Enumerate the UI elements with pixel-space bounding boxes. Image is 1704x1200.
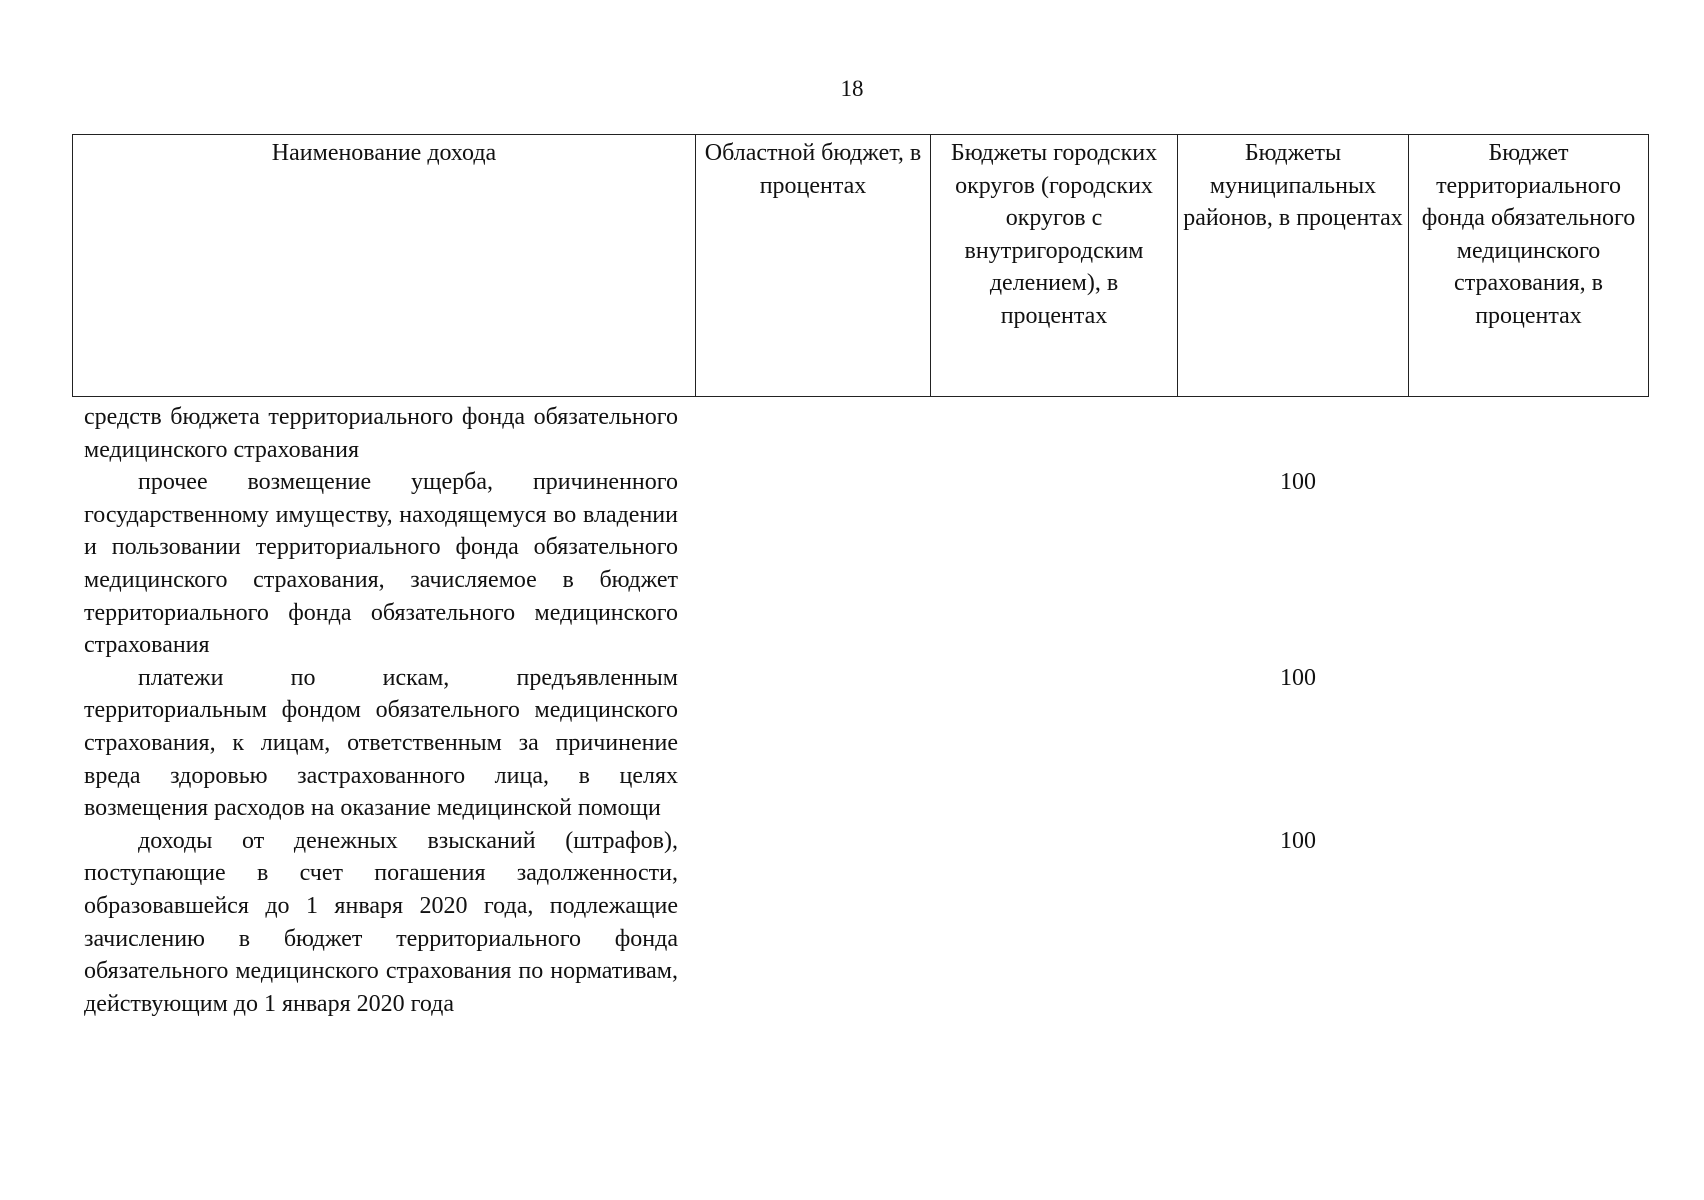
header-health-insurance-fund-budget: Бюджет территориального фонда обязательного медицинского страхования, в процентах [1409, 135, 1649, 397]
header-income-name: Наименование дохода [73, 135, 696, 397]
table-row [84, 825, 1316, 1021]
table-row [84, 401, 678, 466]
header-row [73, 135, 1649, 397]
table-row [84, 466, 1316, 662]
income-table-body [84, 401, 1316, 1020]
header-regional-budget: Областной бюджет, в процентах [696, 135, 931, 397]
page-number: 18 [840, 76, 864, 101]
insurance-fund-value: 100 [1280, 827, 1316, 854]
income-name: прочее возмещение ущерба, причиненного государственному имуществу, находящемуся во владении и пользовании территориального фонда обязательного медицинского страхования, зачисляемое в бюджет территориального фонда обязательного медицинского страхования [84, 469, 678, 659]
header-city-districts-budgets: Бюджеты городских округов (городских округов с внутригородским делением), в процентах [931, 135, 1178, 397]
income-name: средств бюджета территориального фонда обязательного медицинского страхования [84, 404, 678, 463]
header-municipal-districts-budgets: Бюджеты муниципальных районов, в процентах [1178, 135, 1409, 397]
income-name: платежи по искам, предъявленным территориальным фондом обязательного медицинского страхования, к лицам, ответственным за причинение вреда здоровью застрахованного лица, в целях возмещения расходов на оказание медицинской помощи [84, 664, 678, 822]
table-row [84, 662, 1316, 825]
income-table-header [72, 134, 1649, 397]
income-name: доходы от денежных взысканий (штрафов), поступающие в счет погашения задолженности, образовавшейся до 1 января 2020 года, подлежащие зачислению в бюджет территориального фонда обязательного медицинского страхования по нормативам, действующим до 1 января 2020 года [84, 827, 678, 1017]
insurance-fund-value: 100 [1280, 664, 1316, 691]
insurance-fund-value: 100 [1280, 469, 1316, 496]
